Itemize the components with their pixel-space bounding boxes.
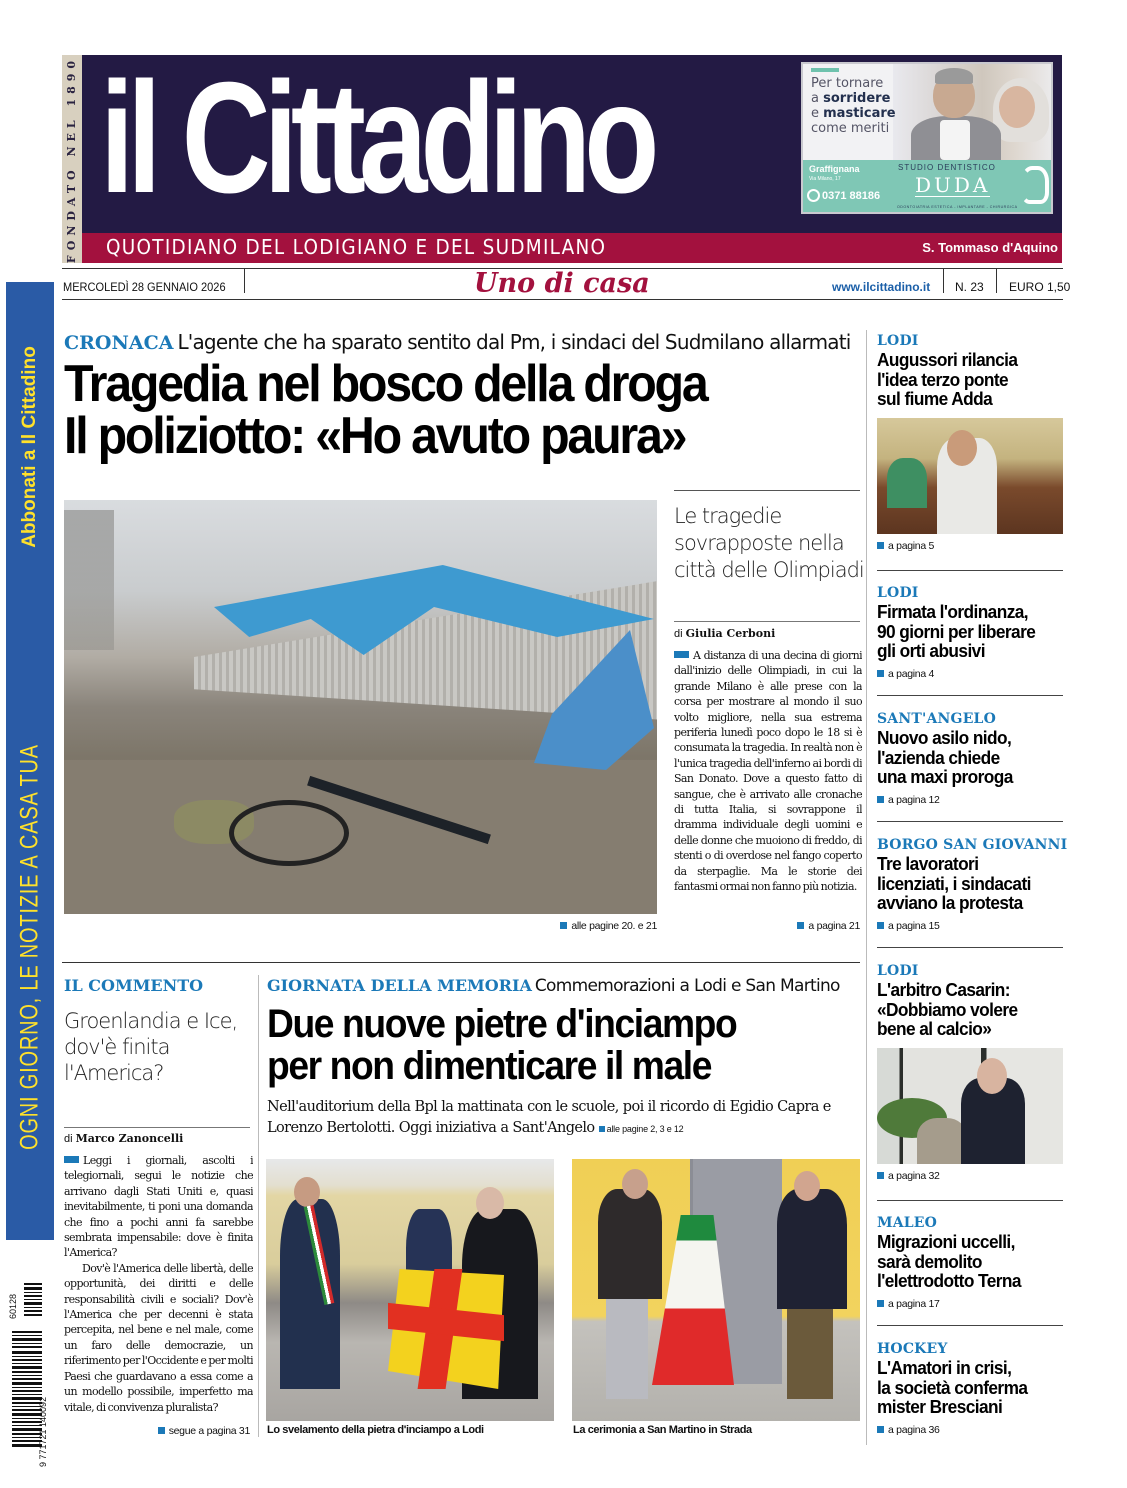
barcode (6, 1283, 46, 1468)
bullet-square-icon (877, 670, 884, 677)
lead-headline-line: Tragedia nel bosco della droga (64, 355, 707, 413)
divider (62, 299, 1063, 300)
news-headline: Tre lavoratori licenziati, i sindacati avviano la protesta (877, 854, 1031, 913)
news-section: LODI (877, 963, 919, 979)
news-item[interactable] (877, 711, 1065, 807)
bullet-square-icon (877, 1300, 884, 1307)
divider (877, 1200, 1063, 1201)
news-item[interactable] (877, 585, 1065, 681)
memoria-photo-lodi[interactable] (266, 1159, 554, 1421)
ad-photo-woman-face (999, 86, 1035, 128)
news-section: MALEO (877, 1215, 938, 1231)
news-page-ref: a pagina 12 (877, 794, 1065, 807)
divider (877, 695, 1063, 696)
ad-phone-number: 0371 88186 (822, 189, 881, 202)
founded-strip (62, 55, 82, 263)
subscribe-text: Abbonati a Il Cittadino (19, 346, 40, 548)
comment-section[interactable]: IL COMMENTO (64, 976, 204, 995)
news-item[interactable] (877, 837, 1068, 933)
price: EURO 1,50 (1009, 280, 1071, 294)
divider (674, 621, 860, 622)
memoria-kicker (267, 976, 840, 996)
tagline-bar (82, 233, 1062, 263)
column-divider (866, 330, 867, 1445)
lead-subtitle: L'agente che ha sparato sentito dal Pm, i sindaci del Sudmilano allarmati (177, 330, 851, 354)
news-item[interactable] (877, 1215, 1065, 1311)
lead-photo[interactable] (64, 500, 657, 914)
bullet-square-icon (877, 922, 884, 929)
issue-number: N. 23 (955, 280, 984, 294)
divider (877, 1325, 1063, 1326)
dentist-advertisement[interactable] (801, 62, 1053, 214)
photo-trees (64, 510, 114, 650)
divider (244, 269, 245, 293)
saint-of-day: S. Tommaso d'Aquino (922, 240, 1058, 255)
ad-contact-band (803, 160, 1053, 214)
news-headline: Migrazioni uccelli, sarà demolito l'elettrodotto Terna (877, 1232, 1021, 1291)
memoria-headline[interactable] (267, 1003, 736, 1087)
memoria-page-ref[interactable]: alle pagine 2, 3 e 12 (599, 1124, 684, 1134)
issue-date: MERCOLEDÌ 28 GENNAIO 2026 (63, 280, 226, 294)
tagline: QUOTIDIANO DEL LODIGIANO E DEL SUDMILANO (106, 235, 607, 259)
bullet-square-icon (877, 542, 884, 549)
divider (877, 821, 1063, 822)
news-item[interactable] (877, 963, 1065, 1183)
ad-studio-label: STUDIO DENTISTICO (898, 163, 996, 172)
ad-photo-man-hair (935, 68, 973, 84)
news-headline: Augussori rilancia l'idea terzo ponte sul fiume Adda (877, 350, 1018, 409)
news-page-ref: a pagina 36 (877, 1424, 1065, 1437)
founded-text: FONDATO NEL 1890 (65, 55, 79, 263)
ad-slogan-line: a sorridere (811, 91, 891, 106)
ad-address: Via Milano, 17 (809, 176, 841, 182)
memoria-summary: Nell'auditorium della Bpl la mattinata con le scuole, poi il ricordo di Egidio Capra e Lorenzo Bertolotti. Oggi iniziativa a Sant'Angelo alle pagine 2, 3 e 12 (267, 1099, 831, 1136)
bullet-square-icon (797, 922, 804, 929)
news-section: BORGO SAN GIOVANNI (877, 837, 1068, 853)
news-section: LODI (877, 333, 919, 349)
paragraph-marker-icon (674, 651, 689, 658)
comment-byline: di Marco Zanoncelli (64, 1132, 184, 1145)
photo-bicycle-wheel (229, 800, 349, 866)
news-section: LODI (877, 585, 919, 601)
photo-caption: Lo svelamento della pietra d'inciampo a Lodi (267, 1424, 484, 1436)
lead-headline[interactable] (64, 355, 901, 465)
news-section: SANT'ANGELO (877, 711, 996, 727)
memoria-photo-san-martino[interactable] (572, 1159, 860, 1421)
bullet-square-icon (560, 922, 567, 929)
bullet-square-icon (877, 1426, 884, 1433)
lead-headline-line: Il poliziotto: «Ho avuto paura» (64, 407, 686, 465)
news-page-ref: a pagina 15 (877, 920, 1065, 933)
news-page-ref: a pagina 32 (877, 1170, 1065, 1183)
comment-body (64, 1153, 253, 1421)
tooth-icon (1021, 166, 1049, 204)
bullet-square-icon (877, 1172, 884, 1179)
comment-paragraph: Leggi i giornali, ascolti i telegiornali, segui le notizie che arrivano dagli Stati Uniti e, quasi inevitabilmente, ti poni una domanda che fino a pochi anni fa sarebbe sembrata impensabile: dove è finita l'America? (64, 1154, 253, 1260)
comment-paragraph: Dov'è l'America delle libertà, delle opportunità, dei diritti e delle responsabilità civili e sociali? Dov'è l'America che per decenni è stata percepita, nel bene e nel male, come un faro delle democrazie, un riferimento per l'Occidente e per molti Paesi che guardavano a essa come a un modello possibile, imperfetto ma vitale, di convivenza pluralista? (64, 1261, 253, 1414)
divider (943, 269, 944, 293)
news-headline: Firmata l'ordinanza, 90 giorni per liberare gli orti abusivi (877, 602, 1036, 661)
memoria-section[interactable]: GIORNATA DELLA MEMORIA (267, 976, 532, 995)
ad-photo-man-shirt (940, 120, 970, 160)
ad-slogan-line: Per tornare (811, 76, 884, 91)
barcode-issue-code: 60128 (8, 1293, 18, 1319)
news-item[interactable] (877, 1341, 1065, 1437)
news-headline: L'arbitro Casarin: «Dobbiamo volere bene al calcio» (877, 980, 1018, 1039)
lead-photo-page-ref[interactable]: alle pagine 20. e 21 (560, 920, 657, 933)
ad-services: ODONTOIATRIA ESTETICA - IMPLANTARE - CHIRURGICA (897, 205, 1018, 209)
ad-accent-bar (811, 68, 839, 72)
news-photo (877, 1048, 1063, 1164)
subscribe-banner[interactable] (6, 282, 54, 1240)
divider (674, 490, 860, 491)
bullet-square-icon (877, 796, 884, 803)
divider (877, 570, 1063, 571)
ad-phone[interactable] (807, 189, 880, 202)
divider (62, 962, 860, 963)
side-story-page-ref[interactable]: a pagina 21 (797, 920, 860, 933)
subscribe-slogan: OGNI GIORNO, LE NOTIZIE A CASA TUA (15, 744, 44, 1150)
news-item[interactable] (877, 333, 1065, 553)
news-headline: Nuovo asilo nido, l'azienda chiede una maxi proroga (877, 728, 1013, 787)
memoria-headline-line: Due nuove pietre d'inciampo (267, 1002, 737, 1046)
bullet-square-icon (158, 1427, 165, 1434)
news-photo (877, 418, 1063, 534)
divider (64, 1127, 250, 1128)
divider (877, 947, 1063, 948)
divider (996, 269, 997, 293)
motto: Uno di casa (474, 268, 650, 299)
ad-city: Graffignana (809, 164, 860, 174)
photo-ground (64, 760, 657, 914)
news-headline: L'Amatori in crisi, la società conferma mister Bresciani (877, 1358, 1028, 1417)
website-link[interactable]: www.ilcittadino.it (832, 280, 931, 294)
ad-studio-name: DUDA (915, 173, 991, 197)
lead-section[interactable]: CRONACA (64, 332, 174, 354)
lead-kicker (64, 330, 851, 355)
news-page-ref: a pagina 4 (877, 668, 1065, 681)
barcode-number: 9 771721 140092 (38, 1396, 48, 1467)
memoria-headline-line: per non dimenticare il male (267, 1044, 712, 1088)
news-section: HOCKEY (877, 1341, 948, 1357)
news-page-ref: a pagina 17 (877, 1298, 1065, 1311)
side-story-byline: di Giulia Cerboni (674, 627, 776, 640)
side-story-headline[interactable]: Le tragedie sovrapposte nella città delle Olimpiadi (674, 504, 864, 582)
photo-caption: La cerimonia a San Martino in Strada (573, 1424, 752, 1436)
whatsapp-icon (807, 189, 820, 202)
newspaper-logo[interactable]: il Cittadino (100, 50, 653, 226)
comment-headline[interactable]: Groenlandia e Ice, dov'è finita l'America? (64, 1009, 238, 1085)
bullet-square-icon (599, 1126, 605, 1132)
ad-slogan-line: come meriti (811, 121, 890, 136)
ad-slogan (811, 76, 896, 136)
memoria-subtitle: Commemorazioni a Lodi e San Martino (534, 976, 840, 996)
news-page-ref: a pagina 5 (877, 540, 1065, 553)
comment-page-ref[interactable]: segue a pagina 31 (158, 1425, 250, 1438)
paragraph-marker-icon (64, 1156, 79, 1163)
ad-slogan-line: e masticare (811, 106, 896, 121)
side-story-body: A distanza di una decina di giorni dall'inizio delle Olimpiadi, in cui la grande Milano è alle prese con la corsa per mostrare al mondo il suo volto migliore, nella sua estrema periferia lunedì poco dopo le 18 si è consumata la tragedia. In realtà non è l'unica tragedia dell'inferno ai bordi di San Donato. Dove a questo fatto di sangue, che è arrivato alle cronache di tutta Italia, si sovrappone il dramma individuale degli uomini e delle donne che muoiono di freddo, di stenti o di overdose nel fango coperto da sterpaglie. Ma le storie dei fantasmi ormai non fanno più notizia. (674, 649, 862, 894)
ad-photo-couple (893, 64, 1053, 160)
column-divider (258, 975, 259, 1437)
